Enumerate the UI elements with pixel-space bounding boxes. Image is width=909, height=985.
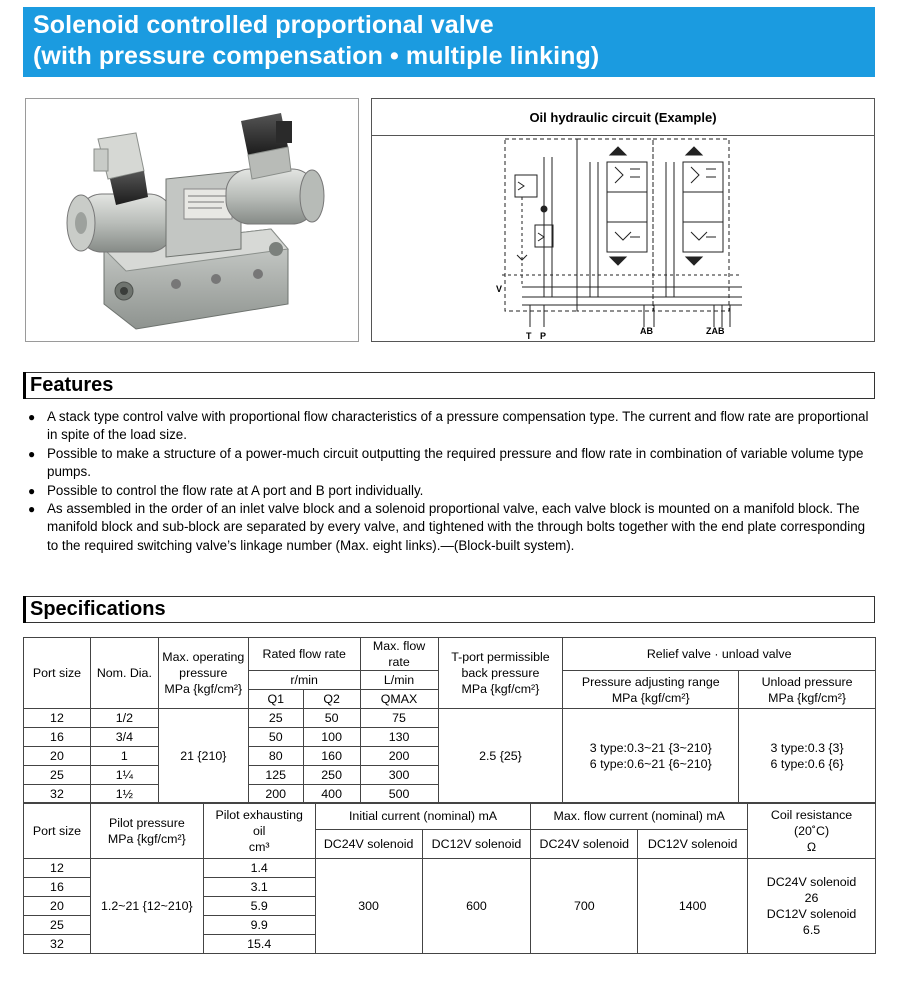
col-initial-dc12: DC12V solenoid (422, 830, 531, 859)
v-text: 26 (804, 891, 819, 905)
col-maxflow-unit: L/min (360, 671, 438, 690)
cell-dia: 1 (90, 747, 158, 766)
feature-item: ● As assembled in the order of an inlet valve block and a solenoid proportional valve, each valve block is mounted on a manifold block. The manifold block and sub-block are separated by every valve, and tightened with the through bolts together with the end plate corresponding to the required switching valve’s linkage number (Max. eight links).—(Block-built system). (28, 501, 866, 553)
cell-dia: 1½ (90, 785, 158, 804)
col-rated-unit: r/min (248, 671, 360, 690)
col-max-flow: Max. flow rate (360, 638, 438, 671)
feature-text: As assembled in the order of an inlet valve block and a solenoid proportional valve, each valve block is mounted on a manifold block. The manifold block and sub-block are separated by every valve, and tightened with the through bolts together with the end plate corresponding to the required switching valve’s linkage number (Max. eight links).—(Block-built system). (47, 501, 866, 553)
cell-dia: 3/4 (90, 728, 158, 747)
cell-port: 20 (24, 747, 91, 766)
cell-dia: 1/2 (90, 709, 158, 728)
features-list (25, 408, 875, 555)
col-initial-dc24: DC24V solenoid (315, 830, 422, 859)
v-text: DC12V solenoid (766, 907, 857, 921)
v-text: DC24V solenoid (766, 875, 857, 889)
title-line-2: (with pressure compensation • multiple linking) (33, 42, 600, 70)
v-text: 6 type:0.6 {6} (770, 757, 844, 771)
cell-max-operating: 21 {210} (158, 709, 248, 804)
features-heading-text: Features (30, 374, 114, 396)
cell-q2: 160 (303, 747, 360, 766)
h-text: oil (253, 823, 266, 838)
cell-port: 12 (24, 709, 91, 728)
cell-unload (739, 709, 876, 804)
cell-oil: 5.9 (203, 897, 315, 916)
spec-table-2 (23, 802, 876, 954)
feature-item: ● Possible to control the flow rate at A port and B port individually. (28, 482, 424, 498)
h-text: Pilot exhausting (215, 807, 303, 822)
cell-coil-resistance (748, 859, 876, 954)
specifications-heading-text: Specifications (30, 598, 166, 620)
cell-port: 25 (24, 766, 91, 785)
col-initial-current: Initial current (nominal) mA (315, 803, 531, 830)
cell-q1: 50 (248, 728, 303, 747)
valve-illustration (26, 99, 358, 341)
col-max-dc24: DC24V solenoid (531, 830, 638, 859)
h-text: T-port permissible (451, 650, 550, 664)
cell-port: 32 (24, 785, 91, 804)
specifications-heading (23, 596, 875, 623)
cell-port: 16 (24, 878, 91, 897)
h-text: MPa {kgf/cm²} (107, 831, 186, 846)
cell-qmax: 200 (360, 747, 438, 766)
col-tport (438, 638, 563, 709)
page-title (23, 7, 875, 77)
h-text: (20˚C) (793, 823, 830, 838)
cell-max-dc12: 1400 (638, 859, 748, 954)
h-text: MPa {kgf/cm²} (768, 690, 846, 705)
v-text: 6.5 (802, 923, 821, 937)
feature-item: ● Possible to make a structure of a power-much circuit outputting the required pressure and flow rate in combination of variable volume type pumps. (28, 445, 864, 480)
cell-q2: 250 (303, 766, 360, 785)
cell-q2: 50 (303, 709, 360, 728)
cell-port: 16 (24, 728, 91, 747)
circuit-title: Oil hydraulic circuit (Example) (372, 99, 874, 136)
h-text: MPa {kgf/cm²} (611, 690, 690, 705)
cell-port: 12 (24, 859, 91, 878)
cell-pressure-adjusting (563, 709, 739, 804)
label-t: T (526, 331, 532, 341)
v-text: 6 type:0.6~21 {6~210} (589, 757, 712, 771)
h-text: Max. operating (162, 650, 245, 664)
cell-oil: 15.4 (203, 935, 315, 954)
h-text: cm³ (248, 839, 270, 854)
feature-text: Possible to make a structure of a power-much circuit outputting the required pressure and flow rate in combination of variable volume type pumps. (47, 445, 864, 480)
h-text: Unload pressure (761, 674, 853, 689)
feature-item: ● A stack type control valve with proportional flow characteristics of a pressure compensation type. The current and flow rate are proportional in spite of the load size. (28, 409, 869, 443)
table-row (24, 709, 876, 728)
cell-q1: 25 (248, 709, 303, 728)
col-q1: Q1 (248, 690, 303, 709)
cell-q1: 125 (248, 766, 303, 785)
cell-port: 20 (24, 897, 91, 916)
col-port-size: Port size (24, 803, 91, 859)
cell-initial-dc24: 300 (315, 859, 422, 954)
col-relief: Relief valve · unload valve (563, 638, 876, 671)
cell-q2: 100 (303, 728, 360, 747)
cell-port: 25 (24, 916, 91, 935)
h-text: Pressure adjusting range (581, 674, 720, 689)
col-nom-dia: Nom. Dia. (90, 638, 158, 709)
label-ab: AB (640, 326, 653, 336)
col-pressure-adjusting (563, 671, 739, 709)
h-text: Pilot pressure (108, 815, 185, 830)
col-q2: Q2 (303, 690, 360, 709)
cell-q1: 200 (248, 785, 303, 804)
cell-tport: 2.5 {25} (438, 709, 563, 804)
col-pilot-pressure (90, 803, 203, 859)
cell-qmax: 500 (360, 785, 438, 804)
cell-max-dc24: 700 (531, 859, 638, 954)
label-v: V (496, 284, 503, 294)
cell-pilot-pressure: 1.2~21 {12~210} (90, 859, 203, 954)
label-zab: ZAB (706, 326, 725, 336)
h-text: Coil resistance (770, 807, 853, 822)
cell-oil: 3.1 (203, 878, 315, 897)
spec-table-1 (23, 637, 876, 804)
cell-port: 32 (24, 935, 91, 954)
v-text: 3 type:0.3 {3} (770, 741, 844, 755)
circuit-diagram (372, 137, 874, 342)
h-text: MPa {kgf/cm²} (164, 682, 243, 696)
col-unload (739, 671, 876, 709)
h-text: MPa {kgf/cm²} (461, 682, 540, 696)
features-heading (23, 372, 875, 399)
col-max-current: Max. flow current (nominal) mA (531, 803, 748, 830)
v-text: 3 type:0.3~21 {3~210} (589, 741, 712, 755)
col-port-size: Port size (24, 638, 91, 709)
cell-initial-dc12: 600 (422, 859, 531, 954)
table-row (24, 859, 876, 878)
cell-qmax: 130 (360, 728, 438, 747)
col-max-operating (158, 638, 248, 709)
h-text: pressure (179, 666, 228, 680)
cell-oil: 9.9 (203, 916, 315, 935)
circuit-panel (371, 98, 875, 342)
product-photo (25, 98, 359, 342)
col-max-dc12: DC12V solenoid (638, 830, 748, 859)
col-qmax: QMAX (360, 690, 438, 709)
cell-qmax: 75 (360, 709, 438, 728)
h-text: Ω (806, 839, 817, 854)
label-p: P (540, 331, 547, 341)
feature-text: Possible to control the flow rate at A port and B port individually. (47, 482, 424, 498)
title-line-1: Solenoid controlled proportional valve (33, 11, 494, 39)
cell-oil: 1.4 (203, 859, 315, 878)
h-text: back pressure (461, 666, 540, 680)
col-pilot-exhausting (203, 803, 315, 859)
cell-q2: 400 (303, 785, 360, 804)
col-coil-resistance (748, 803, 876, 859)
col-rated-flow: Rated flow rate (248, 638, 360, 671)
cell-q1: 80 (248, 747, 303, 766)
feature-text: A stack type control valve with proportional flow characteristics of a pressure compensation type. The current and flow rate are proportional in spite of the load size. (47, 409, 869, 443)
cell-dia: 1¼ (90, 766, 158, 785)
cell-qmax: 300 (360, 766, 438, 785)
